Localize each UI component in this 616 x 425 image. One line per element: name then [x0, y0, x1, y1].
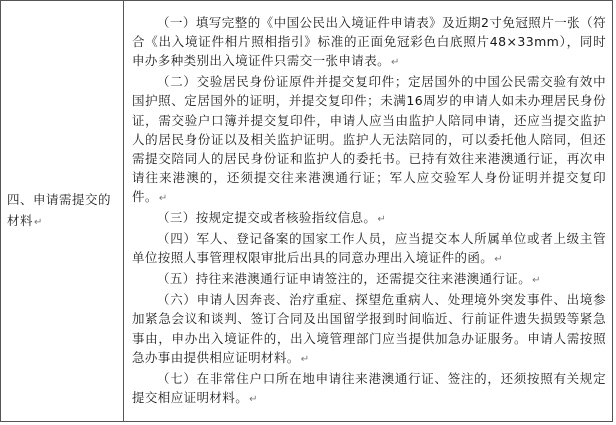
table-row: [1, 1, 613, 422]
paragraph-mark-icon: ↵: [249, 393, 258, 405]
paragraph-text: （一）填写完整的《中国公民出入境证件申请表》及近期2寸免冠照片一张（符合《出入境证件相片照相指引》标准的正面免冠彩色白底照片48×33mm），同时申办多种类别出入境证件只需交一张申请表。: [132, 15, 606, 69]
paragraph-3: [132, 208, 606, 229]
paragraph-mark-icon: ↵: [377, 214, 387, 225]
paragraph-text: （二）交验居民身份证原件并提交复印件；定居国外的中国公民需交验有效中国护照、定居国外的证明，并提交复印件；未满16周岁的申请人如未办理居民身份证，需交验户口簿并提交复印件，申请人应当由监护人陪同申请，还应当提交监护人的居民身份证以及相关监护证明。监护人无法陪同的，可以委托他人陪同，但还需提交陪同人的居民身份证和监护人的委托书。已持有效往来港澳通行证，再次申请往来港澳的，还须提交往来港澳通行证；军人应交验军人身份证明并提交复印件。: [132, 74, 606, 204]
row-label-cell: [1, 1, 124, 422]
paragraph-mark-icon: ↵: [158, 192, 168, 204]
paragraph-2: [132, 72, 606, 208]
paragraph-5: [132, 269, 606, 290]
paragraph-mark-icon: ↵: [532, 275, 541, 287]
paragraph-text: （五）持往来港澳通行证申请签注的，还需提交往来港澳通行证。: [157, 271, 532, 287]
paragraph-mark-icon: ↵: [391, 57, 400, 69]
paragraph-text: （三）按规定提交或者核验指纹信息。: [157, 210, 377, 225]
row-label: 四、申请需提交的材料: [7, 192, 112, 228]
paragraph-text: （七）在非常住户口所在地申请往来港澳通行证、签注的，还须按照有关规定提交相应证明材料。: [132, 370, 606, 405]
paragraph-mark-icon: ↵: [300, 353, 310, 365]
paragraph-4: [132, 229, 606, 269]
paragraph-text: （四）军人、登记备案的国家工作人员，应当提交本人所属单位或者上级主管单位按照人事管理权限审批后出具的同意办理出入境证件的函。: [132, 231, 606, 266]
paragraph-1: [132, 13, 606, 72]
paragraph-mark-icon: ↵: [494, 254, 503, 266]
paragraph-7: [132, 369, 606, 409]
paragraph-6: [132, 290, 606, 368]
paragraph-text: （六）申请人因奔丧、治疗重症、探望危重病人、处理境外突发事件、出境参加紧急会议和谈判、签订合同及出国留学报到时间临近、行前证件遗失损毁等紧急事由，申办出入境证件的，出入境管理部门应当提供加急办证服务。申请人需按照急办事由提供相应证明材料。: [132, 292, 606, 365]
paragraph-mark-icon: ↵: [34, 217, 43, 228]
row-content-cell: [124, 1, 613, 422]
